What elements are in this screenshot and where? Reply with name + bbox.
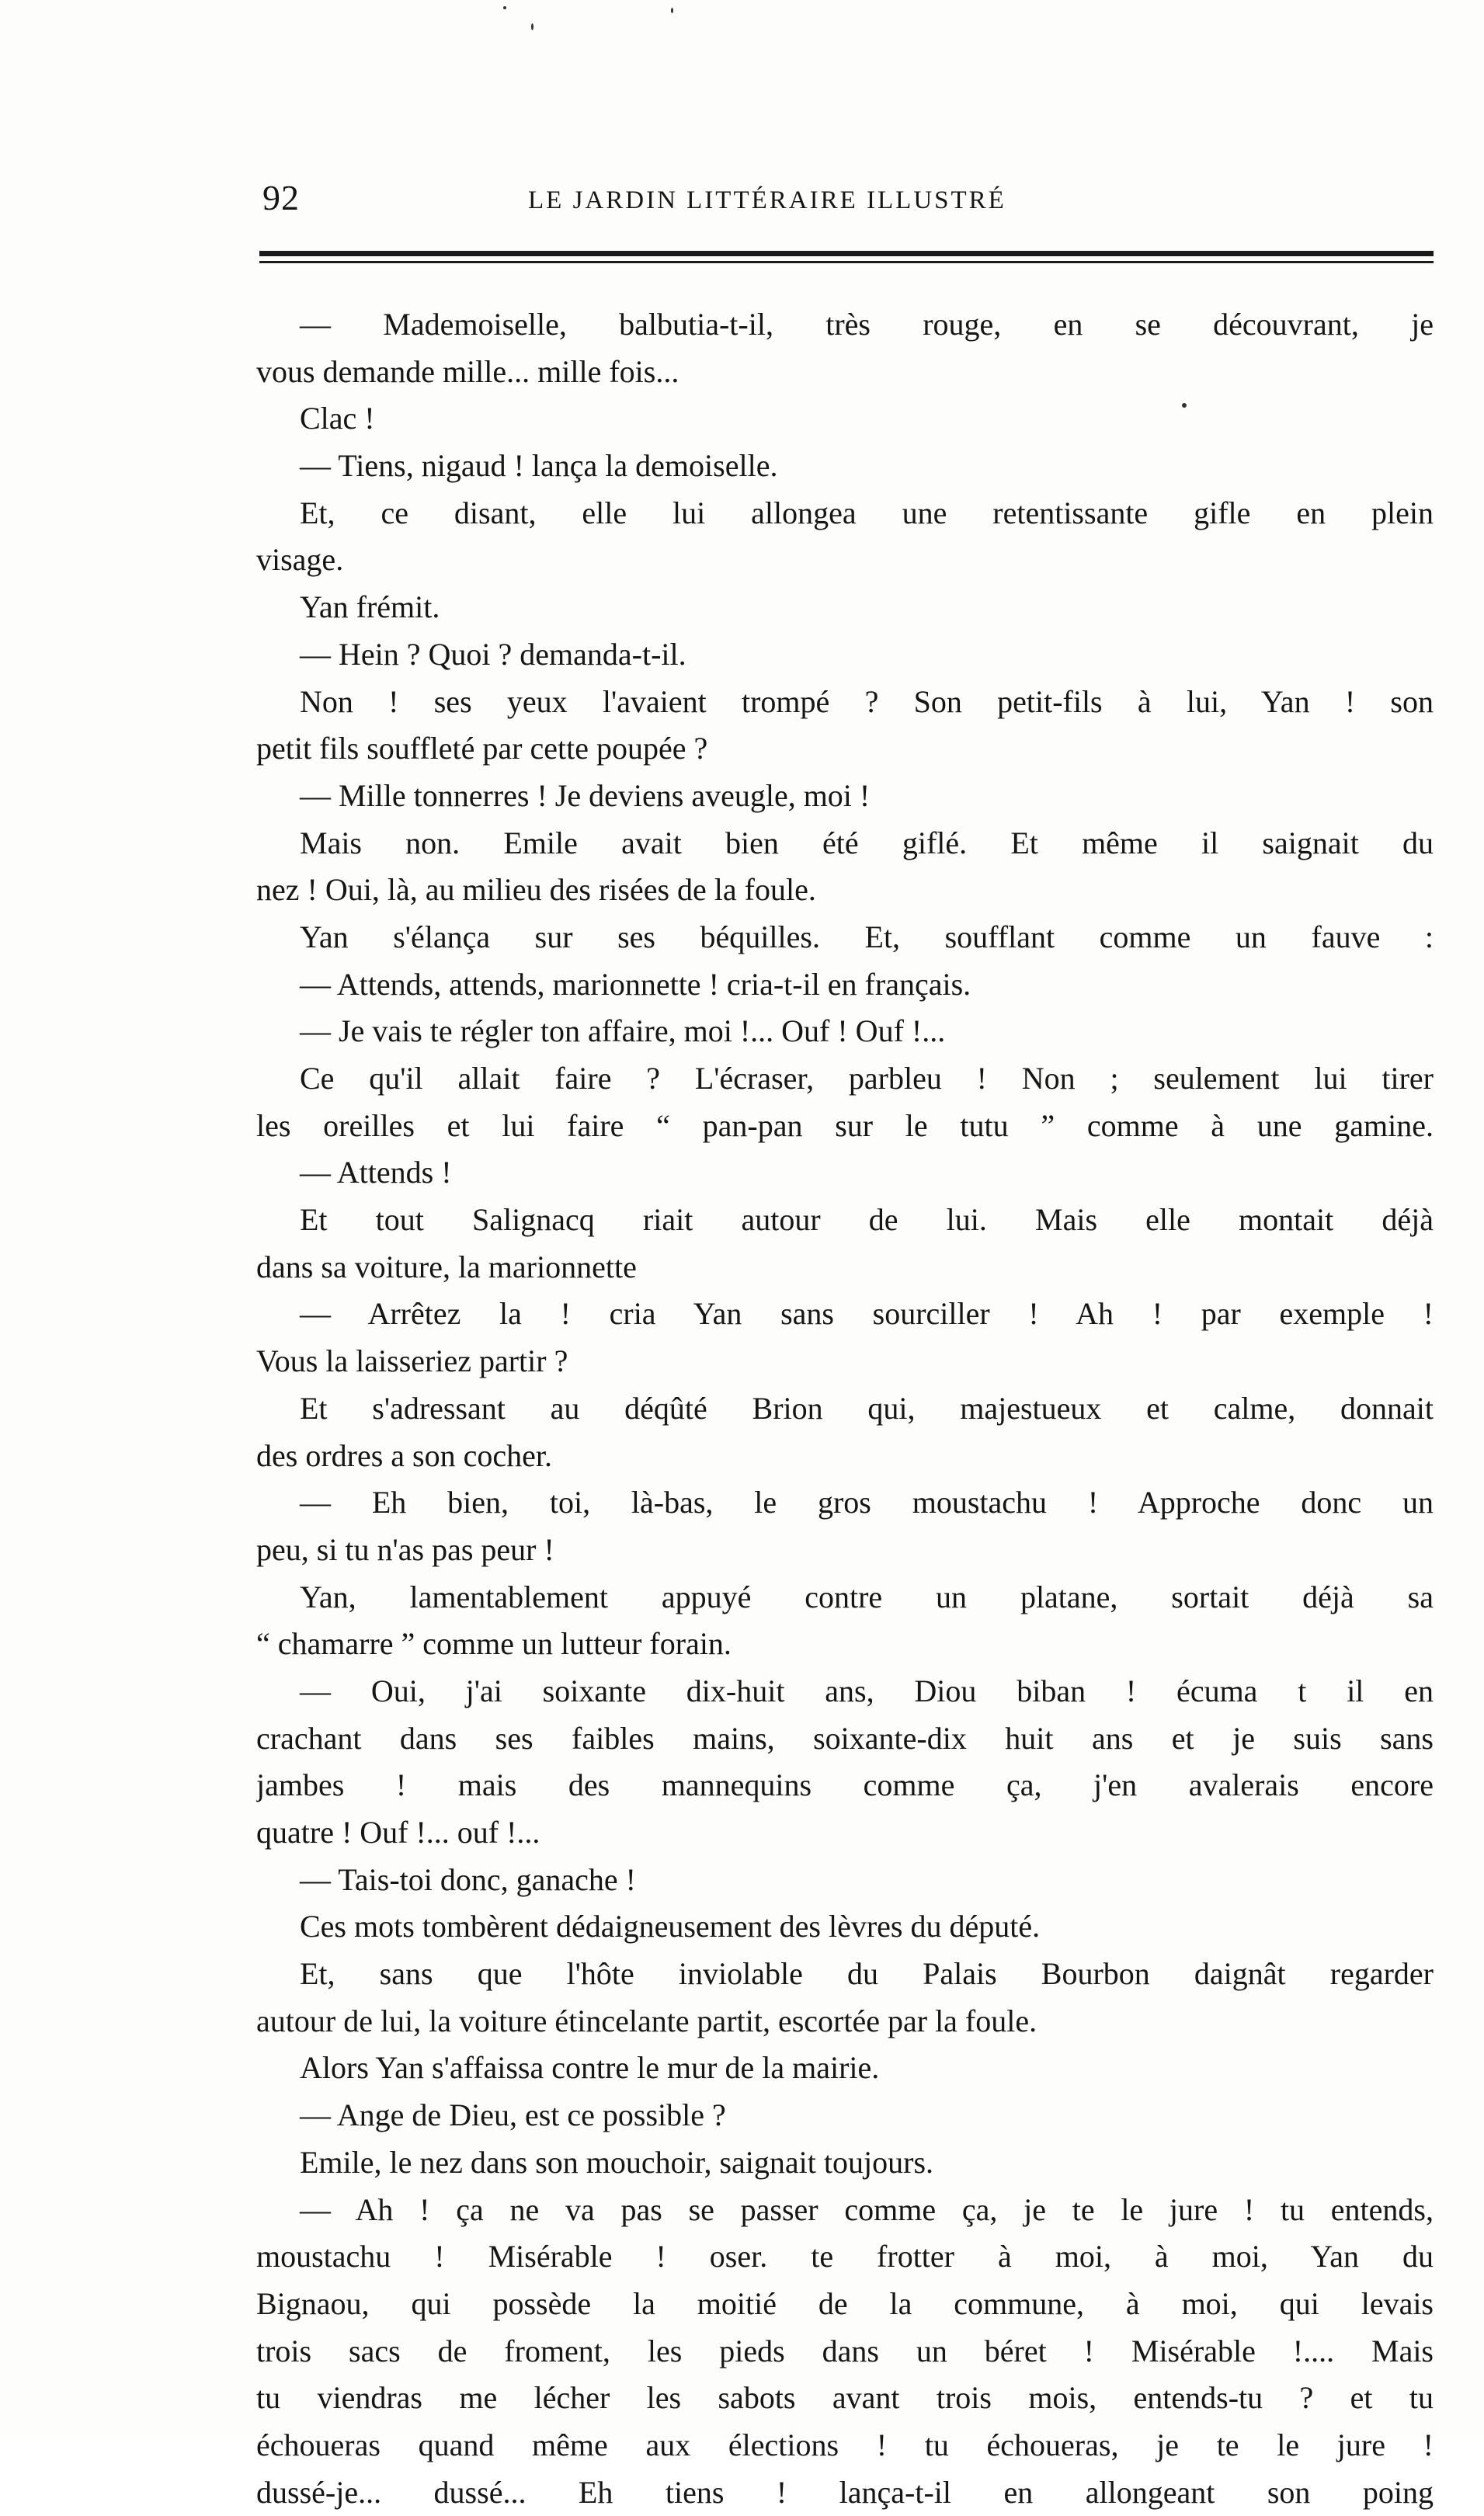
text-line: — Eh bien, toi, là-bas, le gros moustachu ! Approche donc un: [300, 1485, 1434, 1520]
text-line: — Mille tonnerres ! Je deviens aveugle, moi !: [300, 777, 871, 813]
text-line: des ordres a son cocher.: [256, 1437, 552, 1473]
text-line: Non ! ses yeux l'avaient trompé ? Son petit-fils à lui, Yan ! son: [300, 683, 1434, 719]
text-line: Yan frémit.: [300, 589, 440, 625]
text-line: — Attends !: [300, 1155, 452, 1190]
page-header: [256, 177, 1437, 224]
text-line: Mais non. Emile avait bien été giflé. Et même il saignait du: [300, 825, 1434, 860]
text-line: “ chamarre ” comme un lutteur forain.: [256, 1626, 732, 1662]
text-line: Et tout Salignacq riait autour de lui. Mais elle montait déjà: [300, 1202, 1434, 1238]
page-number: 92: [262, 178, 300, 217]
text-line: autour de lui, la voiture étincelante partit, escortée par la foule.: [256, 2003, 1037, 2038]
text-line: trois sacs de froment, les pieds dans un béret ! Misérable !.... Mais: [256, 2333, 1434, 2368]
text-line: — Je vais te régler ton affaire, moi !... Ouf ! Ouf !...: [300, 1013, 946, 1049]
text-line: — Attends, attends, marionnette ! cria-t-il en français.: [300, 966, 971, 1002]
text-line: Emile, le nez dans son mouchoir, saignait toujours.: [300, 2144, 934, 2180]
text-line: Vous la laisseriez partir ?: [256, 1343, 568, 1379]
text-line: peu, si tu n'as pas peur !: [256, 1531, 554, 1567]
header-rule-thin: [259, 261, 1434, 263]
text-line: les oreilles et lui faire “ pan-pan sur le tutu ” comme à une gamine.: [256, 1107, 1434, 1143]
text-line: moustachu ! Misérable ! oser. te frotter à moi, à moi, Yan du: [256, 2239, 1434, 2274]
text-line: — Arrêtez la ! cria Yan sans sourciller ! Ah ! par exemple !: [300, 1296, 1434, 1332]
text-line: vous demande mille... mille fois...: [256, 353, 679, 389]
text-line: échoueras quand même aux élections ! tu échoueras, je te le jure !: [256, 2427, 1434, 2462]
text-line: Alors Yan s'affaissa contre le mur de la mairie.: [300, 2050, 880, 2086]
text-line: dans sa voiture, la marionnette: [256, 1249, 637, 1284]
text-line: visage.: [256, 542, 344, 578]
text-line: Yan s'élança sur ses béquilles. Et, soufflant comme un fauve :: [300, 919, 1434, 954]
text-line: Yan, lamentablement appuyé contre un platane, sortait déjà sa: [300, 1579, 1434, 1614]
text-line: nez ! Oui, là, au milieu des risées de la foule.: [256, 872, 816, 908]
text-line: dussé-je... dussé... Eh tiens ! lança-t-il en allongeant son poing: [256, 2474, 1434, 2510]
text-line: — Oui, j'ai soixante dix-huit ans, Diou biban ! écuma t il en: [300, 1673, 1434, 1708]
text-line: — Tais-toi donc, ganache !: [300, 1861, 636, 1897]
text-line: Bignaou, qui possède la moitié de la commune, à moi, qui levais: [256, 2285, 1434, 2321]
ink-speck: [531, 23, 533, 30]
text-line: — Hein ? Quoi ? demanda-t-il.: [300, 636, 686, 672]
text-line: jambes ! mais des mannequins comme ça, j'en avalerais encore: [256, 1767, 1434, 1803]
text-line: Ce qu'il allait faire ? L'écraser, parbleu ! Non ; seulement lui tirer: [300, 1061, 1434, 1096]
text-line: quatre ! Ouf !... ouf !...: [256, 1815, 540, 1850]
text-line: Et s'adressant au déqûté Brion qui, majestueux et calme, donnait: [300, 1390, 1434, 1426]
ink-speck: [671, 8, 673, 13]
ink-speck: [503, 6, 506, 9]
text-line: Et, ce disant, elle lui allongea une retentissante gifle en plein: [300, 495, 1434, 530]
text-line: — Tiens, nigaud ! lança la demoiselle.: [300, 448, 778, 484]
text-line: petit fils souffleté par cette poupée ?: [256, 731, 708, 766]
text-line: Et, sans que l'hôte inviolable du Palais Bourbon daignât regarder: [300, 1956, 1434, 1992]
text-line: crachant dans ses faibles mains, soixante-dix huit ans et je suis sans: [256, 1720, 1434, 1756]
text-line: Ces mots tombèrent dédaigneusement des lèvres du député.: [300, 1909, 1041, 1944]
body-text: [256, 301, 1434, 2516]
text-line: — Mademoiselle, balbutia-t-il, très rouge, en se découvrant, je: [300, 307, 1434, 342]
text-line: Clac !: [300, 401, 375, 436]
text-line: — Ange de Dieu, est ce possible ?: [300, 2097, 726, 2133]
text-line: — Ah ! ça ne va pas se passer comme ça, je te le jure ! tu entends,: [300, 2191, 1434, 2227]
running-title: LE JARDIN LITTÉRAIRE ILLUSTRÉ: [528, 186, 1006, 214]
header-rule-thick: [259, 251, 1434, 256]
text-line: tu viendras me lécher les sabots avant trois mois, entends-tu ? et tu: [256, 2380, 1434, 2416]
